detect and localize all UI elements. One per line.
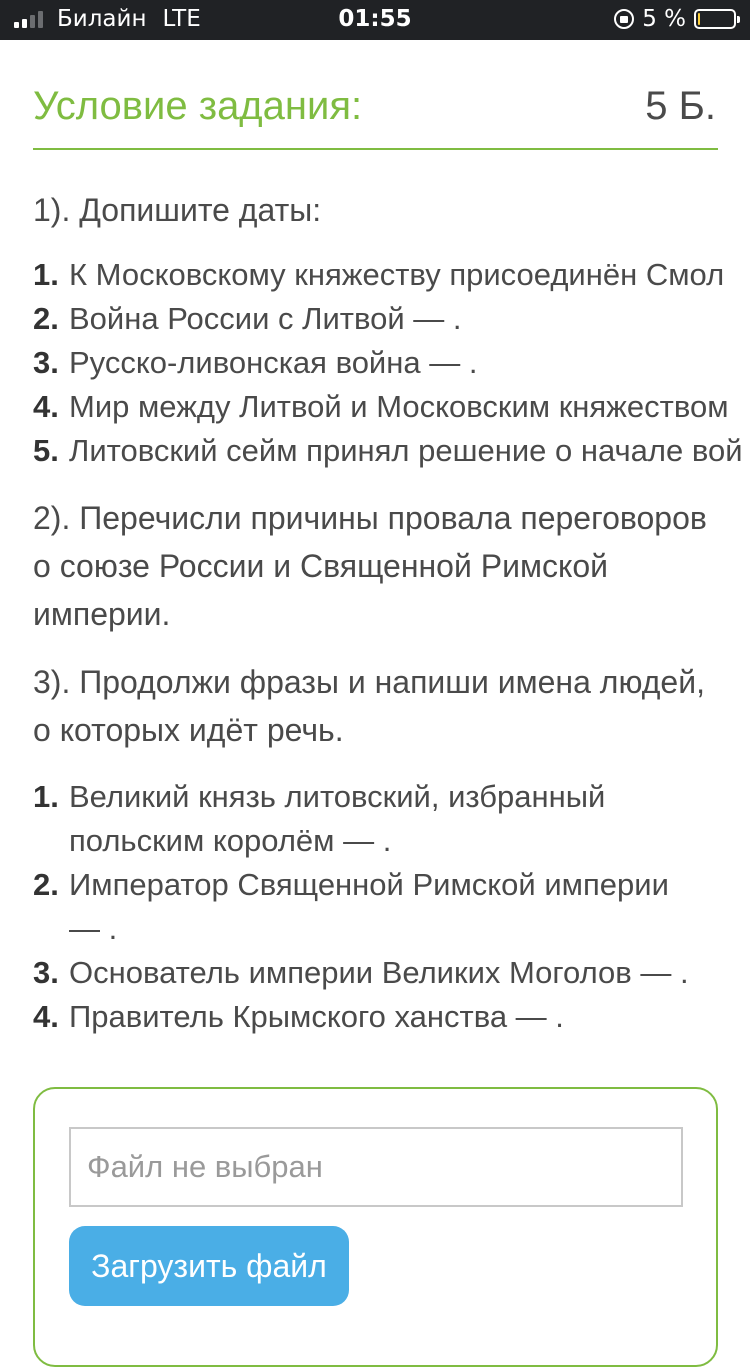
section3-heading: 3). Продолжи фразы и напиши имена людей, о которых идёт речь. <box>33 664 705 748</box>
item-text: Великий князь литовский, избранный польским королём — . <box>69 779 606 858</box>
item-number: 2. <box>33 301 59 336</box>
people-list <box>33 775 689 1039</box>
item-text: К Московскому княжеству присоединён Смол <box>69 257 725 292</box>
item-number: 5. <box>33 433 59 468</box>
battery-percent: 5 % <box>642 6 686 32</box>
item-number: 4. <box>33 999 59 1034</box>
upload-file-button[interactable]: Загрузить файл <box>69 1226 349 1306</box>
battery-level <box>698 13 700 25</box>
battery-icon <box>694 9 736 29</box>
file-input[interactable]: Файл не выбран <box>69 1127 683 1207</box>
item-text: Император Священной Римской империи — . <box>69 867 669 946</box>
item-number: 1. <box>33 779 59 814</box>
item-number: 2. <box>33 867 59 902</box>
list-item <box>33 385 743 429</box>
item-number: 4. <box>33 389 59 424</box>
list-item <box>33 951 689 995</box>
item-text: Литовский сейм принял решение о начале вой <box>69 433 743 468</box>
list-item <box>33 775 689 863</box>
section2-text: 2). Перечисли причины провала переговоров о союзе России и Священной Римской империи. <box>33 500 707 632</box>
task-header <box>33 84 718 150</box>
dates-list <box>33 253 743 473</box>
network-type: LTE <box>162 6 201 32</box>
upload-panel <box>33 1087 718 1367</box>
item-number: 3. <box>33 955 59 990</box>
status-bar <box>0 0 750 40</box>
item-number: 3. <box>33 345 59 380</box>
item-text: Русско-ливонская война — . <box>69 345 478 380</box>
item-text: Мир между Литвой и Московским княжеством <box>69 389 729 424</box>
status-right <box>614 6 736 32</box>
status-time: 01:55 <box>338 6 412 32</box>
item-text: Война России с Литвой — . <box>69 301 462 336</box>
item-number: 1. <box>33 257 59 292</box>
item-text: Правитель Крымского ханства — . <box>69 999 564 1034</box>
carrier-name: Билайн <box>57 6 147 32</box>
task-title: Условие задания: <box>33 84 363 128</box>
list-item <box>33 995 689 1039</box>
list-item <box>33 429 743 473</box>
item-text: Основатель империи Великих Моголов — . <box>69 955 689 990</box>
list-item <box>33 253 743 297</box>
list-item <box>33 297 743 341</box>
list-item <box>33 863 689 951</box>
list-item <box>33 341 743 385</box>
section1-heading: 1). Допишите даты: <box>33 192 322 228</box>
task-score: 5 Б. <box>645 84 716 128</box>
rotation-lock-icon <box>614 9 634 29</box>
